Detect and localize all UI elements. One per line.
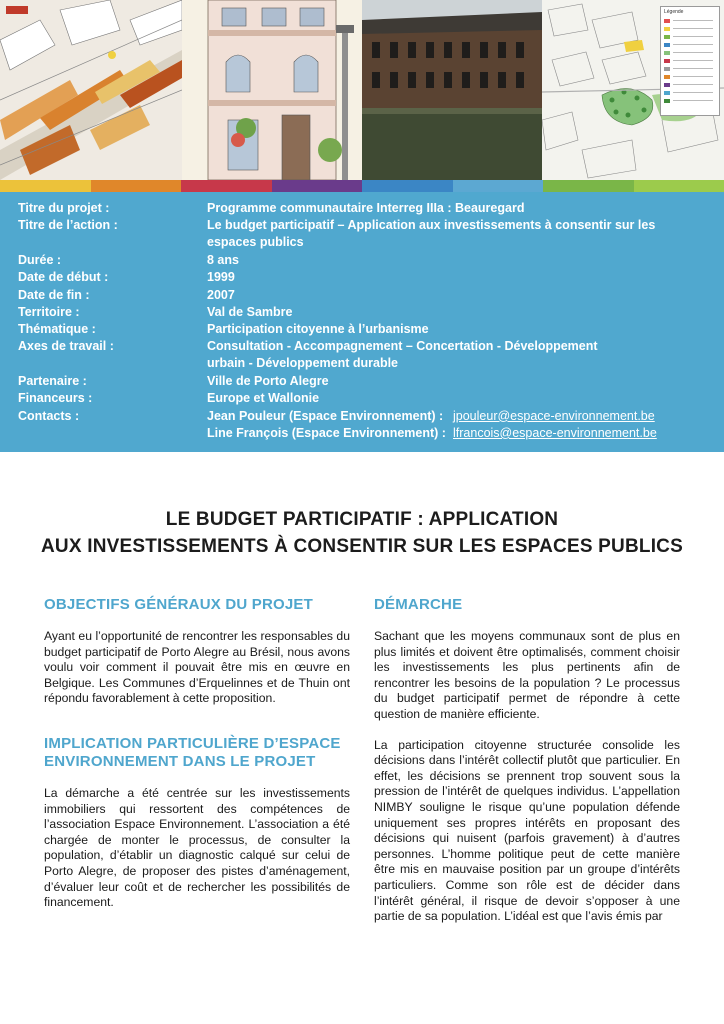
contact-name: Line François (Espace Environnement) : [207,425,446,440]
info-value [207,217,707,251]
info-value-line: espaces publics [207,235,304,250]
right-column [374,596,680,925]
color-bar-segment [91,180,182,192]
section-heading [44,735,350,771]
page-title-line1: LE BUDGET PARTICIPATIF : APPLICATION [165,509,559,530]
info-value-line: 1999 [207,270,235,285]
header-image-strip [0,0,724,180]
contacts-label: Contacts : [18,408,80,423]
site-plan-map-image [542,0,724,180]
color-bar-segment [543,180,634,192]
info-label: Durée : [18,252,62,267]
legend-row [664,35,716,39]
section-heading-line: IMPLICATION PARTICULIÈRE D’ESPACE [44,734,341,752]
info-value-line: Val de Sambre [207,304,293,319]
legend-row [664,83,716,87]
legend-row [664,43,716,47]
info-value-line: 8 ans [207,252,239,267]
info-label: Partenaire : [18,374,87,388]
info-value [207,200,707,217]
info-label: Titre de l’action : [18,218,118,233]
info-label: Titre du projet : [18,201,110,215]
info-label: Date de début : [18,270,109,285]
map-legend [660,6,720,116]
info-value-line: urbain - Développement durable [207,356,399,371]
info-value-line: 2007 [207,287,235,302]
info-value-line: Consultation - Accompagnement – Concertation - Développement [207,339,598,354]
info-value [207,252,707,269]
body-paragraph: Sachant que les moyens communaux sont de plus en plus limités et doivent être optimalisés, comment choisir les investissements les plus pertinents afin de rencontrer les besoins de la population ? Le processus du budget participatif permet de répondre à cette question de manière efficiente. [374,629,680,721]
legend-row [664,67,716,71]
info-label: Axes de travail : [18,339,114,354]
urban-plan-map-image [0,0,182,180]
color-bar [0,180,724,192]
info-value [207,304,707,321]
info-value-line: Europe et Wallonie [207,391,320,406]
info-value [207,269,707,286]
legend-row [664,59,716,63]
legend-row [664,51,716,55]
info-value-line: Participation citoyenne à l’urbanisme [207,322,429,337]
section-heading-line: ENVIRONNEMENT DANS LE PROJET [44,752,316,770]
color-bar-segment [362,180,453,192]
color-bar-segment [453,180,544,192]
section-heading-line: DÉMARCHE [374,596,463,613]
info-value-line: Le budget participatif – Application aux investissements à consentir sur les [207,218,656,233]
info-value [207,321,707,338]
color-bar-segment [0,180,91,192]
info-value [207,287,707,304]
facade-drawing-image [182,0,362,180]
legend-row [664,75,716,79]
legend-row [664,99,716,103]
info-value [207,373,707,390]
info-value-line: Programme communautaire Interreg IIIa : Beauregard [207,201,525,215]
color-bar-segment [181,180,272,192]
project-info-panel [0,192,724,452]
contact-email-link[interactable]: lfrancois@espace-environnement.be [453,425,657,440]
page-title [0,506,724,560]
color-bar-segment [634,180,724,192]
section-heading [374,596,680,614]
info-label: Territoire : [18,304,80,319]
body-paragraph: La participation citoyenne structurée consolide les décisions dans l’intérêt collectif plutôt que particulier. En effet, les décisions se prennent trop souvent sous la pression de l’intérêt de quelques individus. L’appellation NIMBY souligne le risque qu’une population défende uniquement ses propres intérêts en proposant des décisions qui nuisent (parfois gravement) à d’autres personnes. L’homme politique peut de cette manière être mis en mauvaise position par un groupe d’intérêts particuliers. Comme son rôle est de décider dans l’intérêt général, il risque de devoir s’opposer à une partie de sa population. L’idéal est que l’avis émis par [374,737,680,924]
map-legend-title: Légende [664,9,684,15]
contact-email-link[interactable]: jpouleur@espace-environnement.be [453,408,655,423]
town-hall-photo-image [362,0,542,180]
info-value [207,390,707,407]
info-label: Date de fin : [18,287,90,302]
legend-row [664,19,716,23]
info-value [207,338,707,372]
color-bar-segment [272,180,363,192]
info-value-line: Ville de Porto Alegre [207,374,329,388]
contact-name: Jean Pouleur (Espace Environnement) : [207,408,444,423]
page-title-line2: AUX INVESTISSEMENTS À CONSENTIR SUR LES ESPACES PUBLICS [41,536,683,557]
info-label: Thématique : [18,322,96,337]
info-label: Financeurs : [18,391,93,406]
section-heading-line: OBJECTIFS GÉNÉRAUX DU PROJET [44,596,313,613]
section-heading [44,596,350,614]
left-column [44,596,350,911]
body-paragraph: Ayant eu l’opportunité de rencontrer les responsables du budget participatif de Porto Alegre au Brésil, nous avons voulu voir comment il pouvait être mis en œuvre en Belgique. Les Communes d’Erquelinnes et de Thuin ont répondu favorablement à cette proposition. [44,629,350,706]
legend-row [664,27,716,31]
body-paragraph: La démarche a été centrée sur les investissements immobiliers qui ressortent des compétences de l’association Espace Environnement. L’association a été chargée de monter le processus, de consulter la population, d’établir un diagnostic calqué sur celui de Porto Alegre, de proposer des pistes d’aménagement, d’évaluer leur coût et de rechercher les possibilités de financement. [44,785,350,910]
legend-row [664,91,716,95]
